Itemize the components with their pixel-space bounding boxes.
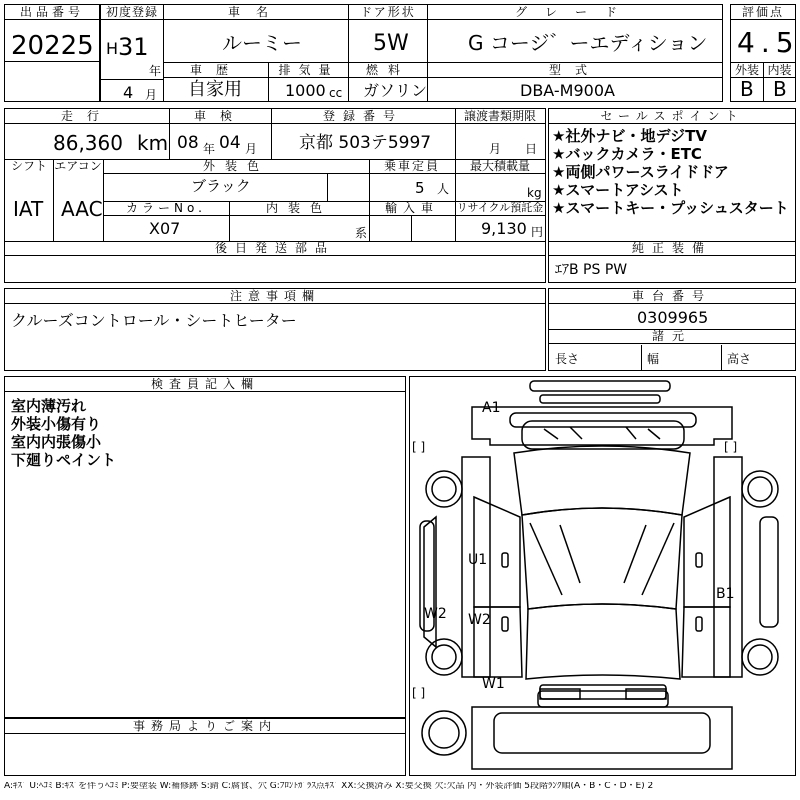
- interior-grade-label: 内装: [764, 63, 795, 78]
- capacity-unit: 人: [437, 182, 450, 196]
- history-box: [163, 62, 269, 102]
- load-unit: kg: [527, 186, 542, 200]
- notes-label: 注意事項欄: [5, 289, 545, 304]
- inspector-line: 室内内張傷小: [11, 433, 102, 451]
- transfer-label: 譲渡書類期限: [455, 109, 545, 124]
- height-label: 高さ: [727, 352, 752, 366]
- shift-label: シフト: [10, 159, 47, 173]
- mileage-unit: km: [137, 131, 169, 155]
- fuel-value: ガソリン: [363, 81, 428, 100]
- later-parts-label: 後日発送部品: [5, 241, 545, 256]
- color-no-value: X07: [149, 219, 181, 238]
- displacement-label: 排気量: [269, 63, 348, 78]
- notes-text: クルーズコントロール・シートヒーター: [11, 311, 297, 330]
- equipment-value: ｴｱB PS PW: [555, 262, 628, 278]
- ac-value: AAC: [61, 197, 103, 221]
- score-label: 評価点: [731, 5, 795, 20]
- registration-month: 4: [123, 83, 134, 102]
- recycle-value: 9,130: [481, 219, 527, 238]
- width-label: 幅: [647, 352, 660, 366]
- transfer-day-unit: 日: [525, 142, 538, 156]
- grade-box: [427, 4, 723, 63]
- sales-points-list: [552, 127, 792, 217]
- exterior-grade-box: [730, 62, 764, 102]
- reg-no-label: 登録番号: [271, 109, 455, 124]
- dims-label: 諸元: [549, 329, 795, 344]
- lot-number-box: [4, 4, 100, 62]
- color-no-label: カラーNo.: [103, 201, 229, 216]
- model-value: DBA-M900A: [520, 81, 615, 100]
- equipment-label: 純正装備: [549, 241, 795, 256]
- door-label: ドア形状: [349, 5, 427, 20]
- damage-mark-w2-center: W2: [468, 612, 491, 628]
- inspector-box: [4, 376, 406, 718]
- sales-point: ★社外ナビ・地デジTV: [552, 127, 707, 145]
- transfer-month-unit: 月: [489, 142, 502, 156]
- recycle-label: リサイクル預託金: [456, 201, 544, 214]
- car-name-box: [163, 4, 349, 63]
- door-box: [348, 4, 428, 63]
- bracket-rear-left: [ ]: [412, 686, 426, 700]
- interior-grade-box: [763, 62, 796, 102]
- color-value: ブラック: [191, 177, 251, 195]
- history-label: 車歴: [164, 63, 268, 78]
- damage-mark-a1: A1: [482, 400, 501, 416]
- length-label: 長さ: [555, 352, 580, 366]
- sales-point: ★スマートアシスト: [552, 181, 684, 199]
- first-registration-box: [100, 4, 164, 102]
- score-value: 4.5: [737, 26, 800, 59]
- inspector-line: 下廻りペイント: [11, 451, 117, 469]
- legend-text: A:ｷｽﾞ U:ﾍｺﾐ B:ｷｽﾞを伴うﾍｺﾐ P:要塗装 W:補修跡 S:錆 C:腐食、穴 G:ﾌﾛﾝﾄｶﾞﾗｽ点ｷｽﾞ XX:交換済み X:要交換 欠:欠品 内・外装評価 5段階ﾗﾝｸ順(A・B・C・D・E) 2: [4, 782, 654, 791]
- model-label: 型式: [428, 63, 722, 78]
- interior-color-unit: 系: [355, 226, 368, 240]
- displacement-value: 1000: [285, 81, 326, 100]
- damage-mark-w1: W1: [482, 676, 505, 692]
- displacement-unit: cc: [329, 86, 343, 100]
- car-name-value: ルーミー: [222, 31, 302, 55]
- mileage-label: 走行: [5, 109, 169, 124]
- registration-year: 31: [118, 33, 149, 61]
- inspector-lines: [11, 397, 116, 469]
- vehicle-details-box: [4, 108, 546, 283]
- inspection-month: 04: [219, 133, 241, 153]
- exterior-grade-value: B: [740, 77, 754, 101]
- inspection-year: 08: [177, 133, 199, 153]
- bracket-left: [ ]: [412, 440, 426, 454]
- color-label: 外装色: [202, 159, 269, 173]
- damage-mark-u1: U1: [468, 552, 488, 568]
- office-label: 事務局よりご案内: [5, 719, 405, 734]
- lot-number-value: 20225: [11, 31, 94, 61]
- sales-points-box: [548, 108, 796, 283]
- history-value: 自家用: [188, 79, 242, 100]
- capacity-value: 5: [415, 179, 425, 197]
- era-mark: H: [106, 39, 119, 58]
- first-registration-label: 初度登録: [101, 5, 163, 20]
- car-name-label: 車名: [164, 5, 348, 20]
- sales-point: ★スマートキー・プッシュスタート: [552, 199, 789, 217]
- chassis-label: 車台番号: [549, 289, 795, 304]
- door-value: 5W: [373, 31, 409, 56]
- load-label: 最大積載量: [469, 159, 530, 173]
- ac-label: エアコン: [54, 159, 102, 173]
- inspector-label: 検査員記入欄: [5, 377, 405, 392]
- bracket-right: [ ]: [724, 440, 738, 454]
- recycle-unit: 円: [531, 225, 544, 239]
- year-unit: 年: [149, 64, 162, 78]
- lot-number-label: 出品番号: [5, 5, 99, 20]
- model-box: [427, 62, 723, 102]
- inspector-line: 外装小傷有り: [11, 415, 102, 433]
- notes-box: [4, 288, 546, 371]
- grade-label: グレード: [428, 5, 722, 20]
- chassis-value: 0309965: [637, 308, 709, 327]
- interior-color-label: 内装色: [229, 201, 369, 216]
- grade-value: G コージ゛ーエディション: [468, 31, 708, 55]
- office-box: [4, 718, 406, 776]
- displacement-box: [268, 62, 349, 102]
- sales-points-label: セールスポイント: [549, 109, 795, 124]
- inspection-year-unit: 年: [203, 142, 216, 156]
- damage-diagram-box: [409, 376, 796, 776]
- car-diagram: [410, 377, 795, 775]
- damage-mark-w2-left: W2: [424, 606, 447, 622]
- fuel-label: 燃料: [349, 63, 427, 78]
- sales-point: ★両側パワースライドドア: [552, 163, 729, 181]
- reg-no-value: 京都 503テ5997: [299, 133, 432, 153]
- mileage-value: 86,360: [53, 131, 123, 155]
- inspection-label: 車検: [169, 109, 271, 124]
- inspector-line: 室内薄汚れ: [11, 397, 87, 415]
- inspection-month-unit: 月: [245, 142, 258, 156]
- exterior-grade-label: 外装: [731, 63, 763, 78]
- sales-point: ★バックカメラ・ETC: [552, 145, 702, 163]
- damage-mark-b1: B1: [716, 586, 735, 602]
- import-label: 輸入車: [369, 201, 455, 216]
- interior-grade-value: B: [773, 77, 787, 101]
- lot-blank-box: [4, 61, 100, 102]
- capacity-label: 乗車定員: [383, 159, 440, 173]
- score-box: [730, 4, 800, 63]
- month-unit: 月: [145, 88, 158, 102]
- chassis-box: [548, 288, 796, 371]
- fuel-box: [348, 62, 428, 102]
- shift-value: IAT: [13, 197, 44, 221]
